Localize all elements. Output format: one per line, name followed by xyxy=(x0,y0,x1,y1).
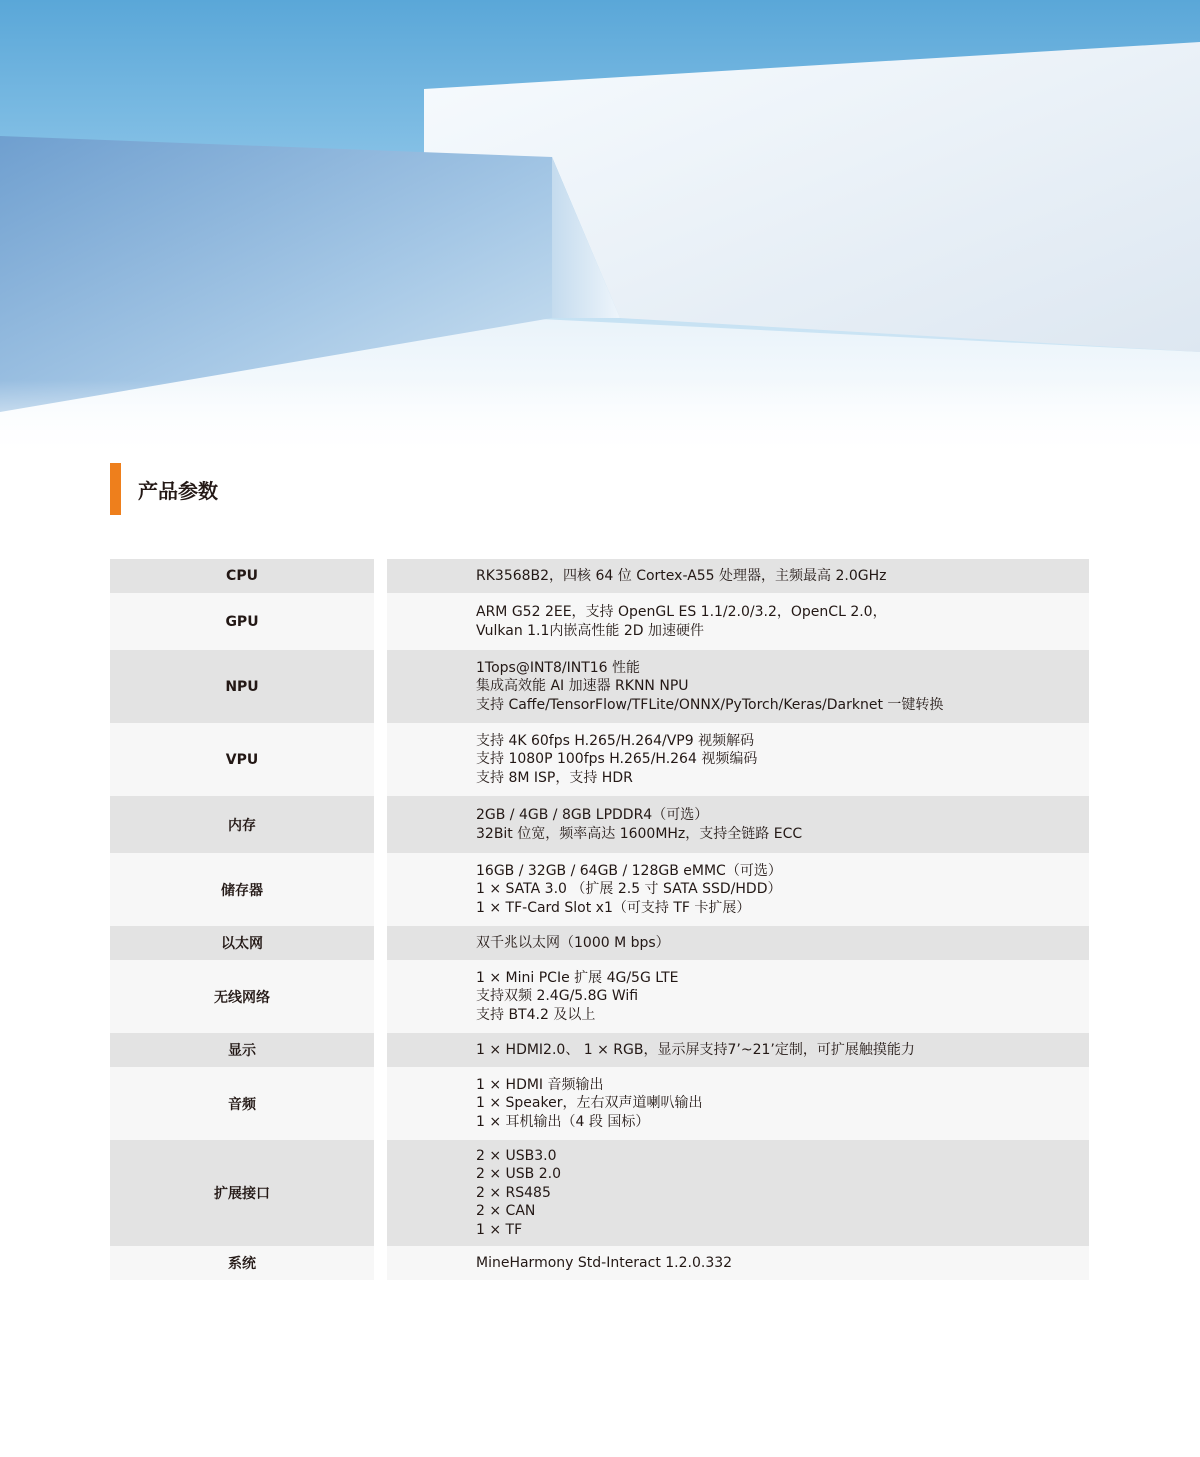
spec-value xyxy=(387,650,1089,723)
spec-label: NPU xyxy=(110,650,374,723)
spec-row xyxy=(110,796,1089,853)
spec-value-line: 1 × TF-Card Slot x1（可支持 TF 卡扩展） xyxy=(476,899,751,916)
spec-row xyxy=(110,650,1089,723)
spec-value-line: 16GB / 32GB / 64GB / 128GB eMMC（可选） xyxy=(476,862,782,879)
spec-label: 系统 xyxy=(110,1246,374,1280)
architecture-illustration xyxy=(0,0,1200,460)
spec-label: CPU xyxy=(110,559,374,593)
spec-value xyxy=(387,1140,1089,1246)
spec-row xyxy=(110,1033,1089,1067)
spec-label: 无线网络 xyxy=(110,960,374,1033)
spec-value-line: 支持 Caffe/TensorFlow/TFLite/ONNX/PyTorch/Keras/Darknet 一键转换 xyxy=(476,696,944,713)
spec-value-line: ARM G52 2EE，支持 OpenGL ES 1.1/2.0/3.2，OpenCL 2.0， xyxy=(476,603,887,620)
spec-label: 内存 xyxy=(110,796,374,853)
spec-label: 储存器 xyxy=(110,853,374,926)
spec-label: 音频 xyxy=(110,1067,374,1140)
spec-value-line: 1Tops@INT8/INT16 性能 xyxy=(476,659,641,676)
spec-value xyxy=(387,853,1089,926)
spec-value-line: Vulkan 1.1内嵌高性能 2D 加速硬件 xyxy=(476,622,705,639)
spec-value-line: 支持 4K 60fps H.265/H.264/VP9 视频解码 xyxy=(476,732,755,749)
spec-value xyxy=(387,1246,1089,1280)
spec-row xyxy=(110,960,1089,1033)
spec-row xyxy=(110,853,1089,926)
spec-value-line: 双千兆以太网（1000 M bps） xyxy=(476,934,670,951)
spec-value-line: 2GB / 4GB / 8GB LPDDR4（可选） xyxy=(476,806,709,823)
spec-label: GPU xyxy=(110,593,374,650)
spec-label: 显示 xyxy=(110,1033,374,1067)
spec-label: 以太网 xyxy=(110,926,374,960)
spec-value-line: 2 × USB 2.0 xyxy=(476,1166,561,1183)
spec-value-line: 2 × RS485 xyxy=(476,1184,551,1201)
spec-value xyxy=(387,960,1089,1033)
spec-value-line: RK3568B2，四核 64 位 Cortex-A55 处理器，主频最高 2.0GHz xyxy=(476,567,887,584)
spec-value xyxy=(387,593,1089,650)
spec-value xyxy=(387,926,1089,960)
spec-label: VPU xyxy=(110,723,374,796)
spec-value xyxy=(387,796,1089,853)
spec-row xyxy=(110,1067,1089,1140)
spec-value-line: 1 × Speaker，左右双声道喇叭输出 xyxy=(476,1095,703,1112)
spec-value xyxy=(387,559,1089,593)
spec-row xyxy=(110,1140,1089,1246)
spec-row xyxy=(110,926,1089,960)
spec-value-line: 1 × 耳机输出（4 段 国标） xyxy=(476,1113,650,1130)
spec-row xyxy=(110,723,1089,796)
spec-value-line: 支持 BT4.2 及以上 xyxy=(476,1006,596,1023)
spec-value-line: 1 × Mini PCIe 扩展 4G/5G LTE xyxy=(476,969,679,986)
spec-value-line: 1 × HDMI2.0、 1 × RGB，显示屏支持7’~21’定制，可扩展触摸能力 xyxy=(476,1041,915,1058)
spec-value-line: 集成高效能 AI 加速器 RKNN NPU xyxy=(476,678,689,695)
spec-value-line: 1 × HDMI 音频输出 xyxy=(476,1076,604,1093)
section-heading xyxy=(110,463,218,515)
spec-value-line: 支持双频 2.4G/5.8G Wifi xyxy=(476,988,639,1005)
hero-banner-image xyxy=(0,0,1200,460)
spec-row xyxy=(110,559,1089,593)
spec-value-line: 支持 1080P 100fps H.265/H.264 视频编码 xyxy=(476,751,758,768)
spec-value-line: 2 × USB3.0 xyxy=(476,1147,557,1164)
section-accent-bar xyxy=(110,463,121,515)
spec-value-line: 支持 8M ISP，支持 HDR xyxy=(476,769,633,786)
spec-table xyxy=(110,559,1089,1280)
spec-value-line: 32Bit 位宽，频率高达 1600MHz，支持全链路 ECC xyxy=(476,825,803,842)
spec-row xyxy=(110,593,1089,650)
spec-value-line: 1 × SATA 3.0 （扩展 2.5 寸 SATA SSD/HDD） xyxy=(476,881,782,898)
spec-value xyxy=(387,1067,1089,1140)
section-title: 产品参数 xyxy=(138,478,218,503)
spec-value xyxy=(387,1033,1089,1067)
spec-value-line: 1 × TF xyxy=(476,1221,523,1238)
spec-label: 扩展接口 xyxy=(110,1140,374,1246)
spec-row xyxy=(110,1246,1089,1280)
spec-value xyxy=(387,723,1089,796)
spec-value-line: MineHarmony Std-Interact 1.2.0.332 xyxy=(476,1254,733,1271)
spec-value-line: 2 × CAN xyxy=(476,1203,536,1220)
